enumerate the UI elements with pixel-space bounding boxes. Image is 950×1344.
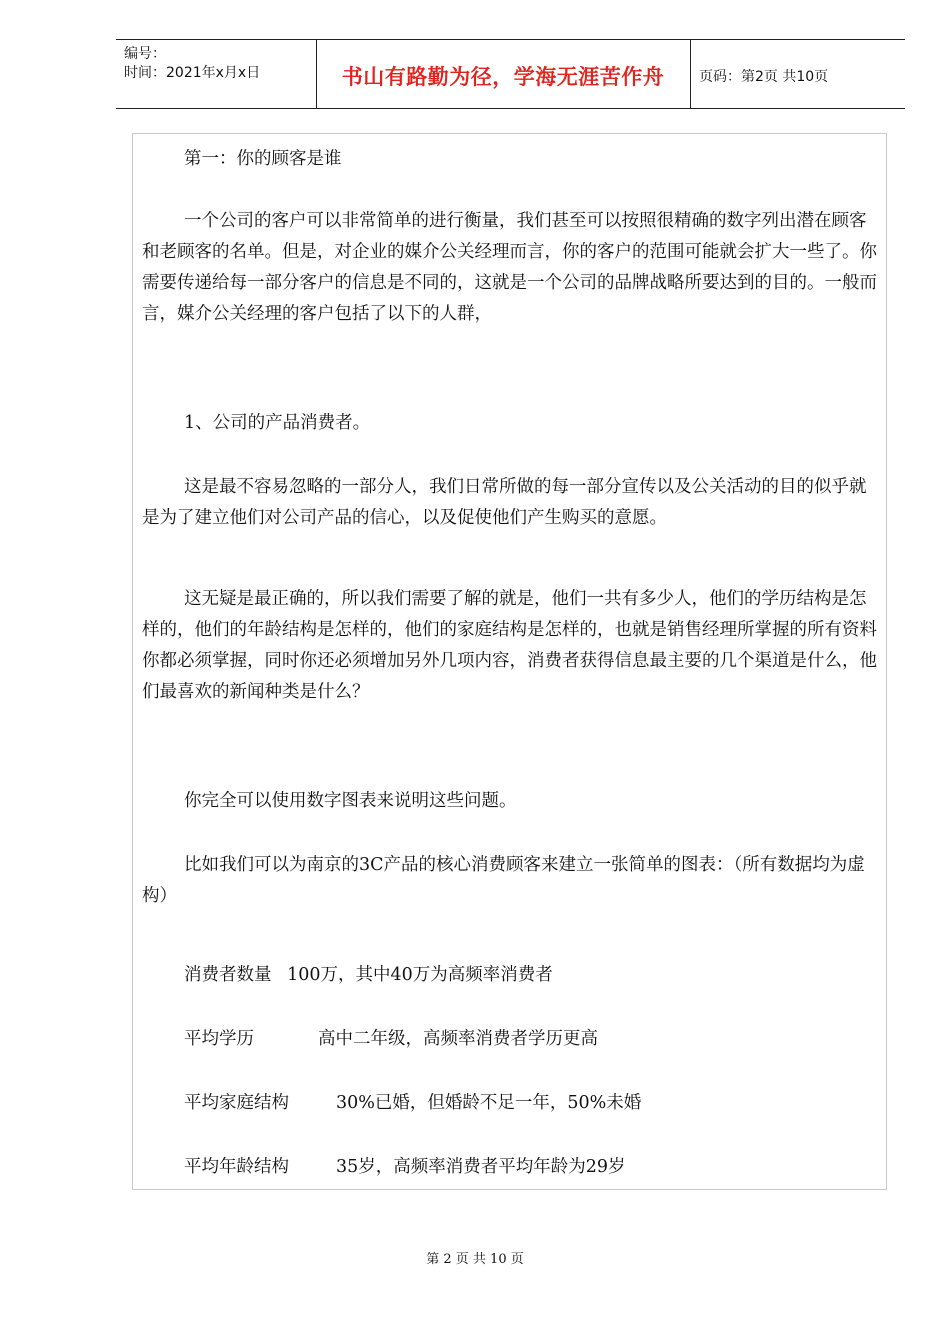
header-motto-cell [316, 40, 691, 108]
stat-label: 平均年龄结构 [184, 1157, 289, 1177]
page-info: 页码：第2页 共10页 [699, 69, 829, 85]
paragraph-research: 这无疑是最正确的，所以我们需要了解的就是，他们一共有多少人，他们的学历结构是怎样的，他们的年龄结构是怎样的，他们的家庭结构是怎样的，也就是销售经理所掌握的所有资料你都必须掌握，同时你还必须增加另外几项内容，消费者获得信息最主要的几个渠道是什么，他们最喜欢的新闻种类是什么？ [142, 589, 877, 702]
stat-row [184, 960, 553, 991]
stat-value: 高中二年级，高频率消费者学历更高 [318, 1029, 598, 1049]
number-label: 编号： [124, 46, 166, 62]
time-label: 时间：2021年x月x日 [124, 65, 261, 81]
paragraph-charts: 你完全可以使用数字图表来说明这些问题。 [184, 791, 517, 811]
stat-value: 30%已婚，但婚龄不足一年，50%未婚 [336, 1093, 642, 1113]
header-meta-cell [116, 40, 317, 108]
stat-value: 35岁，高频率消费者平均年龄为29岁 [336, 1157, 626, 1177]
page-footer: 第 2 页 共 10 页 [426, 1252, 524, 1267]
list-item-consumers: 1、公司的产品消费者。 [184, 413, 371, 433]
paragraph-consumers: 这是最不容易忽略的一部分人，我们日常所做的每一部分宣传以及公关活动的目的似乎就是为了建立他们对公司产品的信心，以及促使他们产生购买的意愿。 [142, 477, 867, 528]
stat-row [184, 1088, 289, 1119]
motto-text: 书山有路勤为径，学海无涯苦作舟 [341, 65, 665, 89]
stat-label: 平均学历 [184, 1029, 254, 1049]
section-heading: 第一：你的顾客是谁 [184, 149, 342, 169]
stat-row [184, 1152, 289, 1183]
paragraph-customers: 一个公司的客户可以非常简单的进行衡量，我们甚至可以按照很精确的数字列出潜在顾客和老顾客的名单。但是，对企业的媒介公关经理而言，你的客户的范围可能就会扩大一些了。你需要传递给每一部分客户的信息是不同的，这就是一个公司的品牌战略所要达到的目的。一般而言，媒介公关经理的客户包括了以下的人群， [142, 211, 877, 324]
stat-value: 100万，其中40万为高频率消费者 [287, 965, 553, 985]
stat-row [184, 1024, 254, 1055]
page-header [116, 39, 905, 109]
header-page-cell [691, 40, 905, 108]
paragraph-example: 比如我们可以为南京的3C产品的核心消费顾客来建立一张简单的图表：（所有数据均为虚构） [142, 855, 865, 906]
stat-label: 平均家庭结构 [184, 1093, 289, 1113]
stat-label: 消费者数量 [184, 965, 272, 985]
